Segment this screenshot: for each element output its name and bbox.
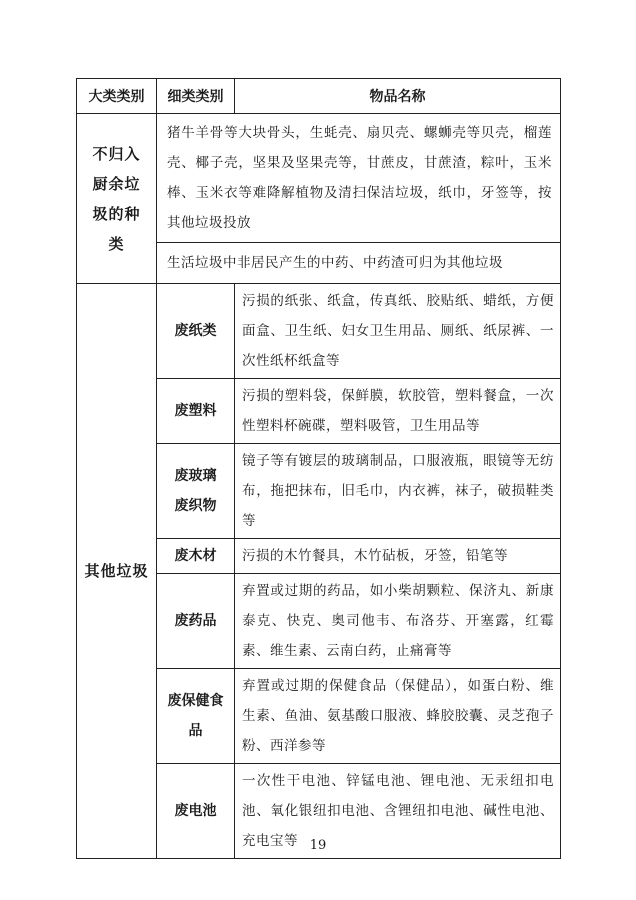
- non-kitchen-items: 猪牛羊骨等大块骨头，生蚝壳、扇贝壳、螺蛳壳等贝壳，榴莲壳、椰子壳，坚果及坚果壳等，甘蔗皮，甘蔗渣，粽叶，玉米棒、玉米衣等难降解植物及清扫保洁垃圾，纸巾，牙签等，按其他垃圾投放: [157, 114, 561, 243]
- waste-health-food-items: 弃置或过期的保健食品（保健品），如蛋白粉、维生素、鱼油、氨基酸口服液、蜂胶胶囊、灵芝孢子粉、西洋参等: [235, 669, 561, 764]
- header-category: 大类类别: [77, 79, 157, 114]
- sub-waste-health-food: 废保健食品: [157, 669, 235, 764]
- sub-waste-plastic: 废塑料: [157, 379, 235, 444]
- table-header-row: [77, 79, 561, 114]
- sub-waste-glass: 废玻璃: [174, 468, 217, 484]
- waste-paper-items: 污损的纸张、纸盒，传真纸、胶贴纸、蜡纸，方便面盒、卫生纸、妇女卫生用品、厕纸、纸尿裤、一次性纸杯纸盒等: [235, 284, 561, 379]
- sub-waste-wood: 废木材: [157, 539, 235, 574]
- header-subcategory: 细类类别: [157, 79, 235, 114]
- waste-glass-textile-items: 镜子等有镀层的玻璃制品，口服液瓶，眼镜等无纺布，拖把抹布，旧毛巾，内衣裤，袜子，破损鞋类等: [235, 444, 561, 539]
- category-other-waste: 其他垃圾: [77, 284, 157, 859]
- waste-wood-items: 污损的木竹餐具，木竹砧板，牙签，铅笔等: [235, 539, 561, 574]
- header-item-names: 物品名称: [235, 79, 561, 114]
- waste-medicine-items: 弃置或过期的药品，如小柴胡颗粒、保济丸、新康泰克、快克、奥司他韦、布洛芬、开塞露，红霉素、维生素、云南白药，止痛膏等: [235, 574, 561, 669]
- sub-waste-medicine: 废药品: [157, 574, 235, 669]
- sub-waste-glass-textile: [157, 444, 235, 539]
- table-row: [77, 114, 561, 243]
- table-row: [77, 284, 561, 379]
- sub-waste-textile: 废织物: [174, 498, 217, 514]
- page-number: 19: [309, 838, 327, 853]
- category-non-kitchen-waste: 不归入厨余垃圾的种类: [77, 114, 157, 284]
- sub-waste-paper: 废纸类: [157, 284, 235, 379]
- classification-table: [76, 78, 561, 859]
- waste-battery-items: 一次性干电池、锌锰电池、锂电池、无汞纽扣电池、氧化银纽扣电池、含锂纽扣电池、碱性电池、充电宝等: [235, 764, 561, 859]
- non-kitchen-note: 生活垃圾中非居民产生的中药、中药渣可归为其他垃圾: [157, 243, 561, 284]
- sub-waste-battery: 废电池: [157, 764, 235, 859]
- waste-plastic-items: 污损的塑料袋，保鲜膜，软胶管，塑料餐盒，一次性塑料杯碗碟，塑料吸管，卫生用品等: [235, 379, 561, 444]
